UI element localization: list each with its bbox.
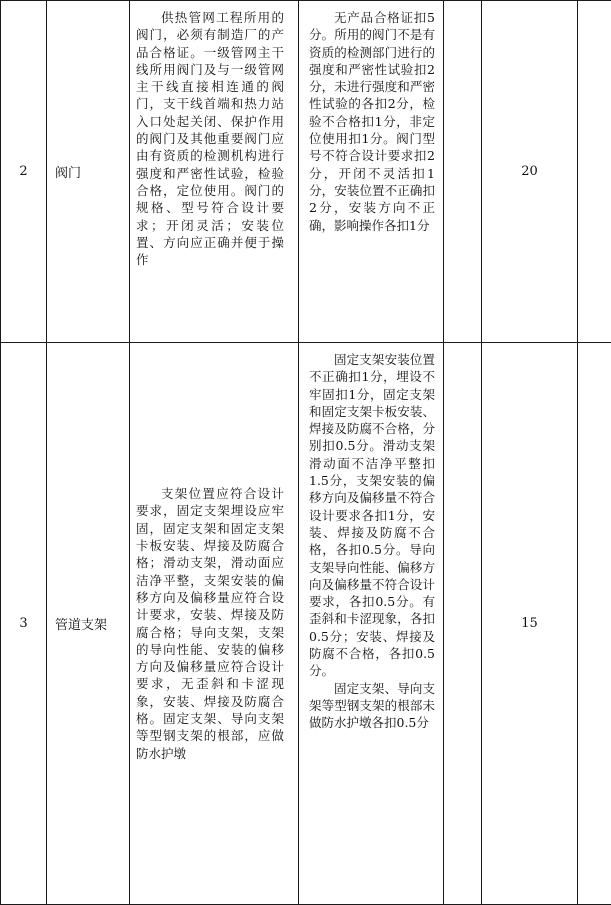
- inspection-item: 阀门: [47, 1, 130, 343]
- deduction-standard: [299, 343, 444, 905]
- standard-score: 15: [482, 343, 578, 905]
- row-number: 3: [1, 343, 47, 905]
- table-row: [1, 343, 611, 905]
- blank-cell: [578, 1, 611, 343]
- inspection-item: 管道支架: [47, 343, 130, 905]
- quality-requirement: [130, 343, 299, 905]
- requirement-text: 供热管网工程所用的阀门，必须有制造厂的产品合格证。一级管网主干线所用阀门及与一级管网主干线直接相连通的阀门，支干线首端和热力站入口处起关闭、保护作用的阀门及其他重要阀门应由有资质的检测机构进行强度和严密性试验，检验合格，定位使用。阀门的规格、型号符合设计要求；开闭灵活；安装位置、方向应正确并便于操作: [136, 9, 284, 268]
- table-row: [1, 1, 611, 343]
- row-number: 2: [1, 1, 47, 343]
- deduction-text: 固定支架安装位置不正确扣1分，埋设不牢固扣1分，固定支架和固定支架卡板安装、焊接及防腐不合格，分别扣0.5分。滑动支架滑动面不洁净平整扣1.5分，支架安装的偏移方向及偏移量不符合设计要求各扣1分，安装、焊接及防腐不合格，各扣0.5分。导向支架导向性能、偏移方向及偏移量不符合设计要求，各扣0.5分。有歪斜和卡涩现象，各扣0.5分；安装、焊接及防腐不合格，各扣0.5分。: [309, 351, 435, 680]
- blank-cell: [578, 343, 611, 905]
- deduction-standard: [299, 1, 444, 343]
- requirement-text: 支架位置应符合设计要求，固定支架埋设应牢固，固定支架和固定支架卡板安装、焊接及防腐合格；滑动支架，滑动面应洁净平整，支架安装的偏移方向及偏移量应符合设计要求，安装、焊接及防腐合格；导向支架，支架的导向性能、安装的偏移方向及偏移量应符合设计要求，无歪斜和卡涩现象，安装、焊接及防腐合格。固定支架、导向支架等型钢支架的根部，应做防水护墩: [136, 485, 284, 762]
- deduction-text: 无产品合格证扣5分。所用的阀门不是有资质的检测部门进行的强度和严密性试验扣2分，未进行强度和严密性试验的各扣2分，检验不合格扣1分，非定位使用扣1分。阀门型号不符合设计要求扣2分，开闭不灵活扣1分，安装位置不正确扣2分，安装方向不正确，影响操作各扣1分: [309, 9, 435, 234]
- blank-cell: [444, 1, 482, 343]
- quality-requirement: [130, 1, 299, 343]
- deduction-text: 固定支架、导向支架等型钢支架的根部未做防水护墩各扣0.5分: [309, 680, 435, 732]
- standard-score: 20: [482, 1, 578, 343]
- blank-cell: [444, 343, 482, 905]
